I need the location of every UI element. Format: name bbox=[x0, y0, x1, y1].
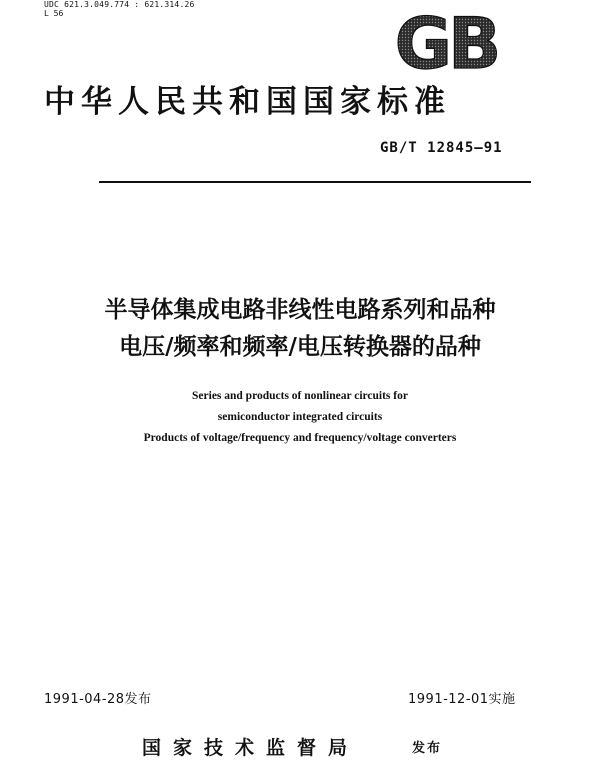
gb-logo bbox=[386, 6, 506, 78]
standard-code: GB/T 12845—91 bbox=[380, 140, 503, 156]
issue-date: 1991-04-28发布 bbox=[44, 692, 152, 707]
english-title-line: Series and products of nonlinear circuits for bbox=[192, 390, 408, 402]
svg-text:GB: GB bbox=[394, 6, 498, 78]
header-rule bbox=[99, 181, 531, 183]
classification-code: L 56 bbox=[44, 9, 64, 18]
english-title bbox=[0, 386, 600, 449]
chinese-title-line: 半导体集成电路非线性电路系列和品种 bbox=[104, 297, 496, 323]
issue-label: 发布 bbox=[412, 741, 443, 756]
english-title-line: semiconductor integrated circuits bbox=[217, 411, 383, 423]
udc-code: UDC 621.3.049.774 : 621.314.26 bbox=[44, 0, 195, 9]
issuing-organization: 国家技术监督局 bbox=[142, 737, 360, 759]
implementation-date: 1991-12-01实施 bbox=[408, 692, 516, 707]
english-title-line: Products of voltage/frequency and frequency/voltage converters bbox=[143, 432, 457, 444]
chinese-title-line: 电压/频率和频率/电压转换器的品种 bbox=[119, 334, 481, 360]
standard-title: 中华人民共和国国家标准 bbox=[44, 84, 451, 120]
chinese-title bbox=[0, 292, 600, 366]
